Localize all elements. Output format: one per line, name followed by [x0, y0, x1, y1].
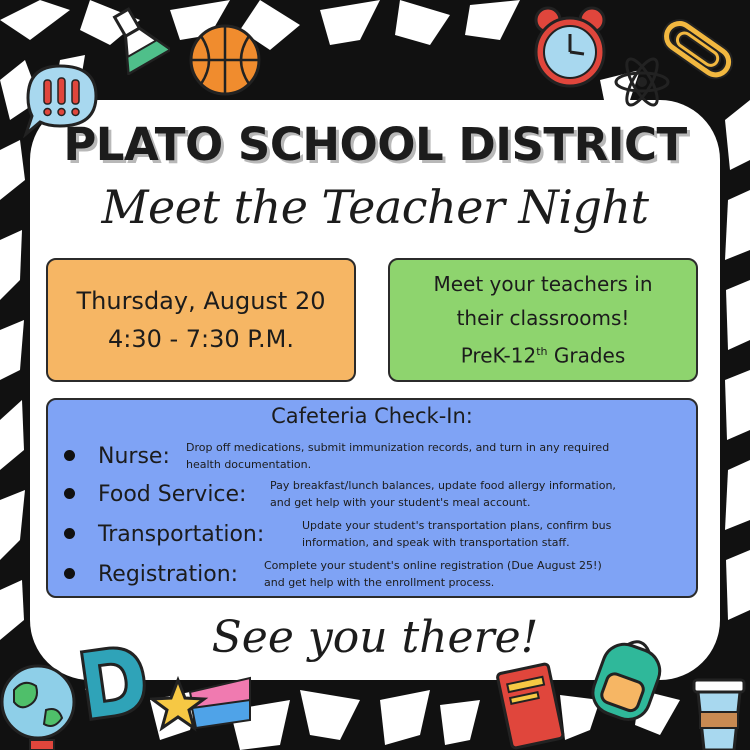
list-item [64, 476, 689, 514]
list-item [64, 556, 689, 594]
desc-line: Pay breakfast/lunch balances, update food allergy information, [270, 479, 616, 492]
basketball-icon [185, 20, 265, 100]
coffee-cup-icon [686, 676, 750, 750]
item-description [302, 517, 611, 551]
item-label: Food Service: [98, 482, 247, 507]
event-time: 4:30 - 7:30 P.M. [107, 325, 295, 353]
bullet-icon [64, 488, 75, 499]
checkin-box [46, 398, 698, 598]
list-item [64, 438, 689, 476]
bullet-icon [64, 450, 75, 461]
list-item [64, 516, 689, 554]
event-date: Thursday, August 20 [76, 287, 326, 315]
book-icon [490, 660, 570, 750]
meet-line-1: Meet your teachers in [433, 272, 653, 297]
grades-suffix: Grades [547, 343, 626, 368]
grades-line [461, 335, 626, 373]
bullet-icon [64, 528, 75, 539]
item-description [264, 557, 602, 591]
desc-line: health documentation. [186, 458, 312, 471]
date-box [46, 258, 356, 382]
atom-icon [612, 54, 672, 109]
desc-line: and get help with the enrollment process. [264, 576, 495, 589]
bullet-icon [64, 568, 75, 579]
district-title: PLATO SCHOOL DISTRICT [63, 118, 687, 171]
item-label: Nurse: [98, 444, 170, 469]
checkin-title: Cafeteria Check-In: [271, 404, 473, 428]
beaker-icon [105, 5, 170, 75]
alarm-clock-icon [528, 2, 613, 94]
desc-line: Drop off medications, submit immunization records, and turn in any required [186, 441, 610, 454]
desc-line: and get help with your student's meal account. [270, 496, 531, 509]
item-label: Transportation: [98, 522, 265, 547]
desc-line: information, and speak with transportation staff. [302, 536, 570, 549]
meet-line-2: their classrooms! [456, 306, 630, 331]
item-label: Registration: [98, 562, 239, 587]
closing-message: See you there! [211, 612, 539, 663]
grades-prefix: PreK-12 [460, 343, 537, 368]
shooting-star-icon [150, 672, 255, 750]
globe-icon [0, 650, 80, 750]
item-description [186, 439, 609, 473]
desc-line: Complete your student's online registration (Due August 25!) [264, 559, 602, 572]
event-title: Meet the Teacher Night [101, 180, 649, 234]
desc-line: Update your student's transportation plans, confirm bus [302, 519, 612, 532]
item-description [270, 477, 616, 511]
grades-superscript: th [536, 345, 548, 359]
meet-teachers-box [388, 258, 698, 382]
